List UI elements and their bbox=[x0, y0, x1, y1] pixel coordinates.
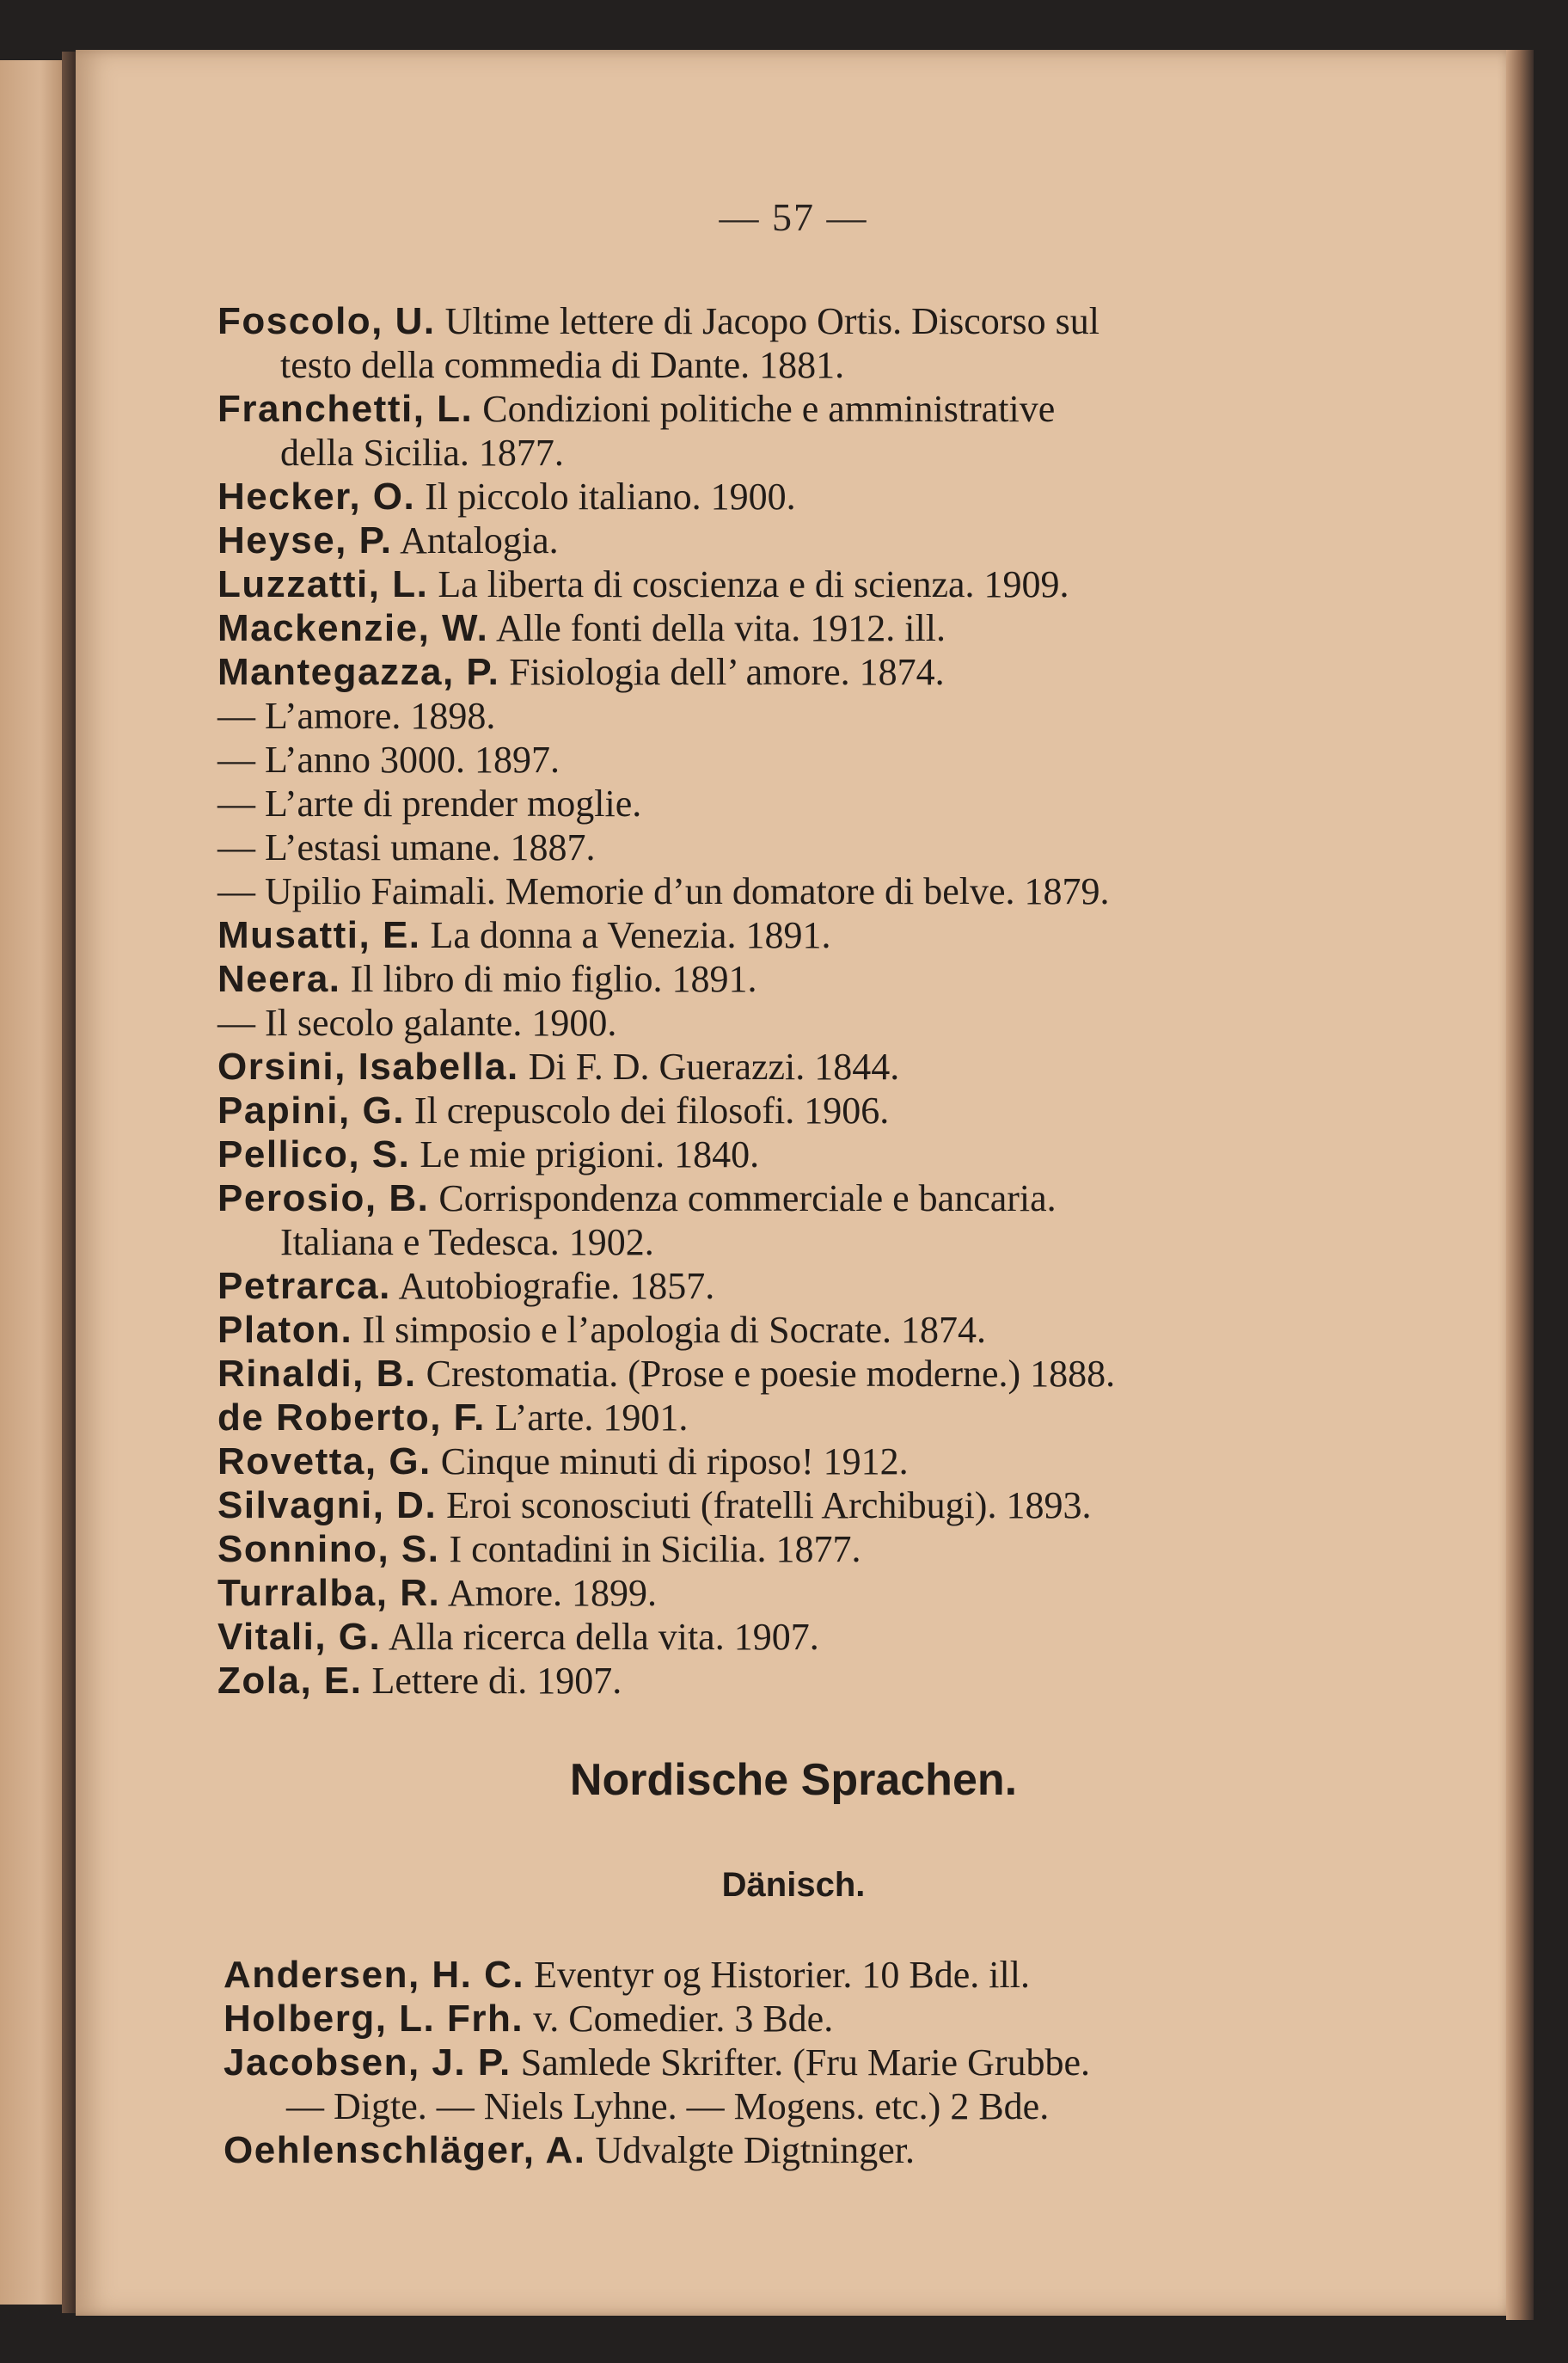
entry-author: Orsini, Isabella. bbox=[217, 1046, 519, 1088]
entry-title: Eroi sconosciuti (fratelli Archibugi). 1893. bbox=[446, 1484, 1092, 1526]
bibliography-entry bbox=[217, 869, 1421, 913]
entry-title: L’estasi umane. 1887. bbox=[265, 826, 596, 868]
entry-author: — bbox=[217, 826, 255, 868]
entry-title: Ultime lettere di Jacopo Ortis. Discorso sul bbox=[444, 300, 1099, 342]
entry-title: Il libro di mio figlio. 1891. bbox=[350, 958, 757, 1000]
entry-author: Perosio, B. bbox=[217, 1177, 430, 1219]
entry-title: Upilio Faimali. Memorie d’un domatore di belve. 1879. bbox=[265, 870, 1110, 912]
entry-author: Oehlenschläger, A. bbox=[224, 2129, 586, 2171]
entry-author: Franchetti, L. bbox=[217, 388, 474, 430]
entry-title: L’amore. 1898. bbox=[265, 695, 496, 737]
entry-author: Musatti, E. bbox=[217, 914, 421, 956]
entry-title: La liberta di coscienza e di scienza. 1909. bbox=[438, 563, 1069, 605]
entry-title: Eventyr og Historier. 10 Bde. ill. bbox=[534, 1954, 1030, 1996]
entry-title: Il secolo galante. 1900. bbox=[265, 1002, 617, 1044]
book-page bbox=[76, 50, 1511, 2316]
entry-author: Jacobsen, J. P. bbox=[224, 2041, 511, 2084]
bibliography-entry bbox=[217, 475, 1421, 519]
entry-title: I contadini in Sicilia. 1877. bbox=[449, 1528, 861, 1570]
entry-author: Hecker, O. bbox=[217, 476, 416, 518]
entry-title: L’arte. 1901. bbox=[494, 1396, 689, 1439]
bibliography-entry bbox=[224, 2084, 1444, 2128]
bibliography-entry bbox=[217, 1089, 1421, 1132]
bibliography-entry bbox=[217, 1352, 1421, 1396]
bibliography-entry bbox=[217, 1527, 1421, 1571]
entry-title: Crestomatia. (Prose e poesie moderne.) 1888. bbox=[426, 1353, 1116, 1395]
entry-author: de Roberto, F. bbox=[217, 1396, 486, 1439]
bibliography-entry bbox=[217, 1396, 1421, 1439]
entry-title: Samlede Skrifter. (Fru Marie Grubbe. bbox=[520, 2041, 1091, 2084]
entry-author: Papini, G. bbox=[217, 1089, 405, 1132]
entry-title: La donna a Venezia. 1891. bbox=[430, 914, 831, 956]
entry-author: — bbox=[217, 783, 255, 825]
bibliography-entry bbox=[217, 826, 1421, 869]
bibliography-entry bbox=[217, 1176, 1421, 1220]
entry-author: Turralba, R. bbox=[217, 1572, 441, 1614]
bibliography-entry bbox=[217, 650, 1421, 694]
bibliography-entry bbox=[217, 1439, 1421, 1483]
entry-author: Pellico, S. bbox=[217, 1133, 411, 1175]
entry-title: testo della commedia di Dante. 1881. bbox=[280, 344, 845, 386]
bibliography-entry bbox=[217, 519, 1421, 562]
entry-author: Petrarca. bbox=[217, 1265, 391, 1307]
entry-author: Platon. bbox=[217, 1309, 353, 1351]
entry-author: — bbox=[217, 1002, 255, 1044]
bibliography-entry bbox=[217, 957, 1421, 1001]
entry-title: L’anno 3000. 1897. bbox=[265, 739, 560, 781]
entry-title: L’arte di prender moglie. bbox=[265, 783, 642, 825]
bibliography-entry bbox=[217, 1220, 1421, 1264]
entry-author: Andersen, H. C. bbox=[224, 1954, 525, 1996]
subsection-title: Dänisch. bbox=[721, 1866, 866, 1904]
entry-author: — bbox=[217, 870, 255, 912]
bibliography-entry bbox=[217, 1483, 1421, 1527]
entry-title: Antalogia. bbox=[400, 519, 559, 562]
bibliography-entry bbox=[224, 1953, 1444, 1997]
danish-bibliography-list bbox=[224, 1953, 1444, 2172]
entry-title: v. Comedier. 3 Bde. bbox=[533, 1998, 834, 2040]
entry-author: — bbox=[217, 739, 255, 781]
bibliography-entry bbox=[217, 1264, 1421, 1308]
bibliography-entry bbox=[217, 343, 1421, 387]
entry-author: Sonnino, S. bbox=[217, 1528, 440, 1570]
entry-title: Il crepuscolo dei filosofi. 1906. bbox=[413, 1089, 890, 1132]
bibliography-entry bbox=[224, 2128, 1444, 2172]
bibliography-entry bbox=[217, 738, 1421, 782]
entry-title: Udvalgte Digtninger. bbox=[595, 2129, 916, 2171]
bibliography-entry bbox=[217, 431, 1421, 475]
bibliography-entry bbox=[217, 606, 1421, 650]
entry-title: Autobiografie. 1857. bbox=[398, 1265, 715, 1307]
bibliography-entry bbox=[224, 2041, 1444, 2084]
entry-author: Mackenzie, W. bbox=[217, 607, 489, 649]
bibliography-entry bbox=[217, 782, 1421, 826]
entry-author: Luzzatti, L. bbox=[217, 563, 429, 605]
bibliography-entry bbox=[217, 1308, 1421, 1352]
entry-author: Zola, E. bbox=[217, 1660, 363, 1702]
entry-author: Rinaldi, B. bbox=[217, 1353, 417, 1395]
bibliography-entry bbox=[217, 387, 1421, 431]
entry-title: Fisiologia dell’ amore. 1874. bbox=[509, 651, 945, 693]
bibliography-entry bbox=[217, 1659, 1421, 1703]
entry-author: Vitali, G. bbox=[217, 1616, 382, 1658]
entry-author: Mantegazza, P. bbox=[217, 651, 500, 693]
entry-title: Italiana e Tedesca. 1902. bbox=[280, 1221, 654, 1263]
section-title: Nordische Sprachen. bbox=[569, 1755, 1018, 1805]
bibliography-entry bbox=[217, 1045, 1421, 1089]
entry-author: Heyse, P. bbox=[217, 519, 393, 562]
bibliography-entry bbox=[217, 694, 1421, 738]
bibliography-entry bbox=[217, 299, 1421, 343]
entry-title: Condizioni politiche e amministrative bbox=[482, 388, 1056, 430]
facing-page-edge bbox=[0, 60, 67, 2305]
bibliography-entry bbox=[217, 1132, 1421, 1176]
bibliography-entry bbox=[217, 913, 1421, 957]
page-number: — 57 — bbox=[719, 195, 868, 239]
entry-title: Il simposio e l’apologia di Socrate. 1874. bbox=[362, 1309, 987, 1351]
italian-bibliography-list bbox=[217, 299, 1421, 1703]
entry-title: Di F. D. Guerazzi. 1844. bbox=[528, 1046, 900, 1088]
entry-title: Amore. 1899. bbox=[447, 1572, 657, 1614]
bibliography-entry bbox=[217, 1571, 1421, 1615]
bibliography-entry bbox=[217, 1001, 1421, 1045]
entry-author: Neera. bbox=[217, 958, 341, 1000]
entry-title: Corrispondenza commerciale e bancaria. bbox=[438, 1177, 1057, 1219]
bibliography-entry bbox=[217, 1615, 1421, 1659]
entry-title: — Digte. — Niels Lyhne. — Mogens. etc.) 2 Bde. bbox=[286, 2085, 1050, 2127]
entry-title: della Sicilia. 1877. bbox=[280, 432, 564, 474]
entry-title: Alle fonti della vita. 1912. ill. bbox=[495, 607, 946, 649]
page-stack-edge bbox=[1506, 50, 1534, 2320]
entry-author: Silvagni, D. bbox=[217, 1484, 438, 1526]
entry-author: Holberg, L. Frh. bbox=[224, 1998, 524, 2040]
entry-title: Alla ricerca della vita. 1907. bbox=[388, 1616, 819, 1658]
entry-author: Foscolo, U. bbox=[217, 300, 436, 342]
bibliography-entry bbox=[224, 1997, 1444, 2041]
entry-title: Cinque minuti di riposo! 1912. bbox=[440, 1440, 909, 1482]
entry-title: Il piccolo italiano. 1900. bbox=[425, 476, 796, 518]
bibliography-entry bbox=[217, 562, 1421, 606]
entry-author: — bbox=[217, 695, 255, 737]
entry-title: Le mie prigioni. 1840. bbox=[420, 1133, 760, 1175]
entry-title: Lettere di. 1907. bbox=[371, 1660, 622, 1702]
entry-author: Rovetta, G. bbox=[217, 1440, 432, 1482]
